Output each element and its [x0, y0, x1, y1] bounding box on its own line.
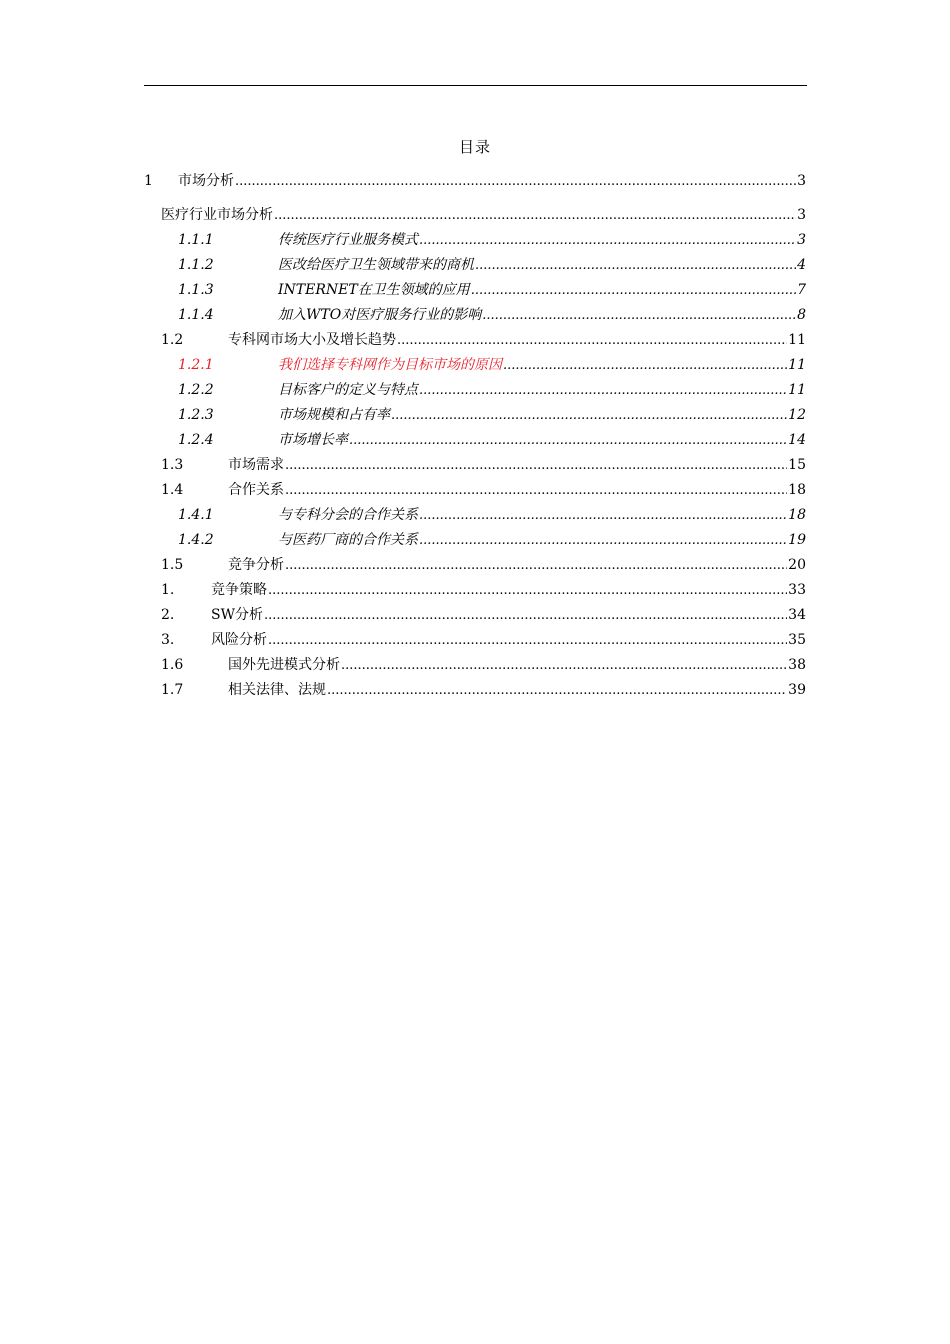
- toc-leader-dots: [397, 333, 787, 349]
- toc-leader-dots: [327, 683, 787, 699]
- toc-leader-dots: [349, 433, 787, 449]
- toc-entry-1-4-2[interactable]: [144, 529, 806, 551]
- toc-entry-1-2-1[interactable]: [144, 354, 806, 376]
- toc-entry-label: 竞争分析: [228, 557, 284, 573]
- toc-entry-label: 市场分析: [178, 173, 234, 189]
- toc-entry-page: 11: [788, 332, 806, 348]
- toc-leader-dots: [341, 658, 787, 674]
- toc-entry-number: 1: [144, 173, 153, 189]
- toc-entry-1-4[interactable]: [144, 479, 806, 501]
- toc-leader-dots: [503, 358, 787, 374]
- toc-entry-label: 专科网市场大小及增长趋势: [228, 332, 396, 348]
- toc-leader-dots: [471, 283, 796, 299]
- toc-leader-dots: [419, 383, 787, 399]
- toc-leader-dots: [264, 608, 787, 624]
- toc-entry-1-1-3[interactable]: [144, 279, 806, 301]
- toc-entry-1-4-1[interactable]: [144, 504, 806, 526]
- toc-entry-1-2[interactable]: [144, 329, 806, 351]
- toc-entry-page: 7: [797, 282, 806, 298]
- toc-leader-dots: [391, 408, 787, 424]
- toc-entry-label: 市场规模和占有率: [278, 407, 390, 423]
- toc-entry-label: 相关法律、法规: [228, 682, 326, 698]
- toc-entry-1-6[interactable]: [144, 654, 806, 676]
- toc-entry-number: 2.: [161, 607, 175, 623]
- toc-entry-number: 3.: [161, 632, 175, 648]
- toc-entry-label: 传统医疗行业服务模式: [278, 232, 418, 248]
- toc-entry-page: 15: [788, 457, 806, 473]
- toc-entry-label: 合作关系: [228, 482, 284, 498]
- toc-entry-page: 38: [788, 657, 806, 673]
- toc-entry-number: 1.6: [161, 657, 184, 673]
- toc-entry-1-3[interactable]: [144, 454, 806, 476]
- toc-entry-risk-analysis[interactable]: [144, 629, 806, 651]
- toc-entry-1-2-2[interactable]: [144, 379, 806, 401]
- toc-entry-page: 18: [788, 482, 806, 498]
- toc-entry-1-7[interactable]: [144, 679, 806, 701]
- toc-entry-page: 11: [788, 357, 806, 373]
- toc-entry-page: 8: [797, 307, 806, 323]
- toc-entry-1[interactable]: [144, 170, 806, 192]
- toc-entry-number: 1.2.1: [178, 357, 214, 373]
- toc-entry-label: 竞争策略: [211, 582, 267, 598]
- toc-entry-page: 33: [788, 582, 806, 598]
- toc-entry-label: 市场需求: [228, 457, 284, 473]
- toc-entry-number: 1.7: [161, 682, 184, 698]
- toc-leader-dots: [419, 508, 787, 524]
- toc-entry-label: 市场增长率: [278, 432, 348, 448]
- toc-leader-dots: [475, 258, 796, 274]
- toc-entry-page: 3: [797, 232, 806, 248]
- toc-entry-page: 3: [797, 173, 806, 189]
- header-rule: [144, 85, 807, 86]
- toc-entry-1-2-3[interactable]: [144, 404, 806, 426]
- toc-entry-page: 35: [788, 632, 806, 648]
- toc-entry-1-1-4[interactable]: [144, 304, 806, 326]
- toc-entry-label: SW分析: [211, 607, 263, 623]
- toc-entry-label: 我们选择专科网作为目标市场的原因: [278, 357, 502, 373]
- toc-leader-dots: [285, 558, 787, 574]
- toc-leader-dots: [268, 633, 787, 649]
- toc-entry-page: 4: [797, 257, 806, 273]
- toc-entry-1-5[interactable]: [144, 554, 806, 576]
- toc-entry-label: 风险分析: [211, 632, 267, 648]
- toc-entry-number: 1.4.1: [178, 507, 214, 523]
- toc-entry-page: 11: [788, 382, 806, 398]
- toc-entry-label: 目标客户的定义与特点: [278, 382, 418, 398]
- toc-leader-dots: [419, 233, 796, 249]
- toc-leader-dots: [419, 533, 787, 549]
- toc-entry-number: 1.1.2: [178, 257, 214, 273]
- toc-entry-number: 1.2.4: [178, 432, 214, 448]
- toc-entry-label: INTERNET在卫生领域的应用: [278, 282, 470, 298]
- toc-entry-number: 1.1.3: [178, 282, 214, 298]
- toc-entry-1-1-2[interactable]: [144, 254, 806, 276]
- toc-entry-number: 1.1.4: [178, 307, 214, 323]
- toc-entry-number: 1.4: [161, 482, 184, 498]
- toc-entry-medical-market[interactable]: [144, 204, 806, 226]
- toc-leader-dots: [285, 458, 787, 474]
- toc-entry-label: 医改给医疗卫生领域带来的商机: [278, 257, 474, 273]
- toc-entry-page: 3: [797, 207, 806, 223]
- toc-entry-number: 1.2: [161, 332, 184, 348]
- toc-leader-dots: [285, 483, 787, 499]
- toc-entry-page: 20: [788, 557, 806, 573]
- toc-leader-dots: [482, 308, 796, 324]
- toc-leader-dots: [274, 208, 796, 224]
- toc-leader-dots: [235, 174, 796, 190]
- toc-entry-label: 加入WTO对医疗服务行业的影响: [278, 307, 482, 323]
- toc-entry-number: 1.2.2: [178, 382, 214, 398]
- toc-entry-sw-analysis[interactable]: [144, 604, 806, 626]
- toc-entry-number: 1.: [161, 582, 175, 598]
- toc-entry-page: 14: [788, 432, 806, 448]
- toc-entry-competition-strategy[interactable]: [144, 579, 806, 601]
- toc-entry-label: 与医药厂商的合作关系: [278, 532, 418, 548]
- toc-entry-page: 18: [788, 507, 806, 523]
- toc-entry-page: 39: [788, 682, 806, 698]
- toc-entry-label: 医疗行业市场分析: [161, 207, 273, 223]
- toc-entry-1-2-4[interactable]: [144, 429, 806, 451]
- toc-entry-number: 1.1.1: [178, 232, 214, 248]
- toc-title: 目录: [458, 138, 491, 156]
- toc-entry-label: 国外先进模式分析: [228, 657, 340, 673]
- toc-entry-number: 1.3: [161, 457, 184, 473]
- toc-entry-1-1-1[interactable]: [144, 229, 806, 251]
- toc-entry-page: 12: [788, 407, 806, 423]
- toc-entry-page: 19: [788, 532, 806, 548]
- toc-entry-page: 34: [788, 607, 806, 623]
- toc-leader-dots: [268, 583, 787, 599]
- toc-entry-number: 1.4.2: [178, 532, 214, 548]
- toc-entry-number: 1.2.3: [178, 407, 214, 423]
- toc-entry-number: 1.5: [161, 557, 184, 573]
- toc-entry-label: 与专科分会的合作关系: [278, 507, 418, 523]
